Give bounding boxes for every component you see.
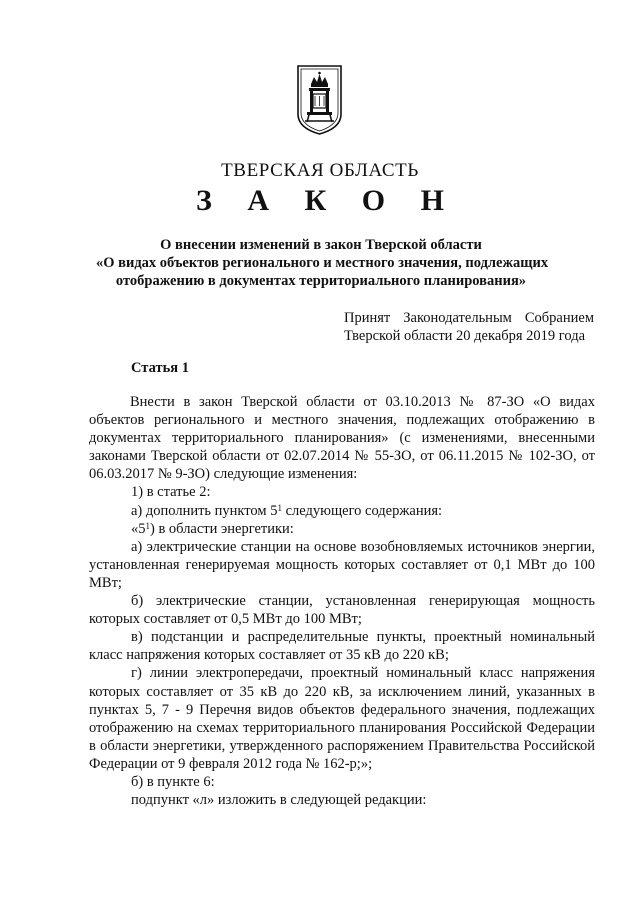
sub-item: в) подстанции и распределительные пункты, проектный номинальный класс напряжения которых составляет от 35 кВ до 220 кВ; xyxy=(89,629,595,664)
adoption-line: Тверской области 20 декабря 2019 года xyxy=(344,328,586,344)
title-line: отображению в документах территориального планирования» xyxy=(115,273,527,289)
list-item: «$5^1$) в области энергетики: xyxy=(131,520,294,537)
sub-item: б) электрические станции, установленная генерирующая мощность которых составляет от 0,5 МВт до 100 МВт; xyxy=(89,593,595,628)
title-line: «О видах объектов регионального и местного значения, подлежащих xyxy=(96,255,549,271)
sub-item: г) линии электропередачи, проектный номинальный класс напряжения которых составляет от 35 кВ до 220 кВ, за исключением линий, указанных в пунктах 5, 7 - 9 Перечня видов объектов федерального значения, подлежащих отображению на схемах территориального планирования Российской Федерации в области энергетики, утвержденного распоряжением Правительства Российской Федерации от 9 февраля 2012 года № 162-р;»; xyxy=(89,665,595,772)
document-type: З А К О Н xyxy=(196,184,458,217)
article-heading: Статья 1 xyxy=(131,360,189,376)
law-title xyxy=(96,236,549,290)
article-body xyxy=(89,393,595,809)
list-item: б) в пункте 6: xyxy=(131,773,215,790)
coat-of-arms-emblem xyxy=(296,64,343,136)
title-line: О внесении изменений в закон Тверской области xyxy=(160,237,482,253)
region-name: ТВЕРСКАЯ ОБЛАСТЬ xyxy=(221,160,419,181)
list-item: подпункт «л» изложить в следующей редакции: xyxy=(131,792,427,809)
sub-item: а) электрические станции на основе возобновляемых источников энергии, установленная генерируемая мощность которых составляет от 0,1 МВт до 100 МВт; xyxy=(89,538,595,591)
adoption-note xyxy=(344,309,594,345)
intro-paragraph: Внести в закон Тверской области от 03.10.2013 № 87-ЗО «О видах объектов регионального и местного значения, подлежащих отображению в документах территориального планирования» (с изменениями, внесенными законами Тверской области от 02.07.2014 № 55-ЗО, от 06.11.2015 № 102-ЗО, от 06.03.2017 № 9-ЗО) следующие изменения: xyxy=(89,394,595,483)
list-item: 1) в статье 2: xyxy=(131,484,211,501)
adoption-line: Принят Законодательным Собранием xyxy=(344,310,594,326)
list-item: а) дополнить пунктом $5^1$ следующего содержания: xyxy=(131,502,443,519)
